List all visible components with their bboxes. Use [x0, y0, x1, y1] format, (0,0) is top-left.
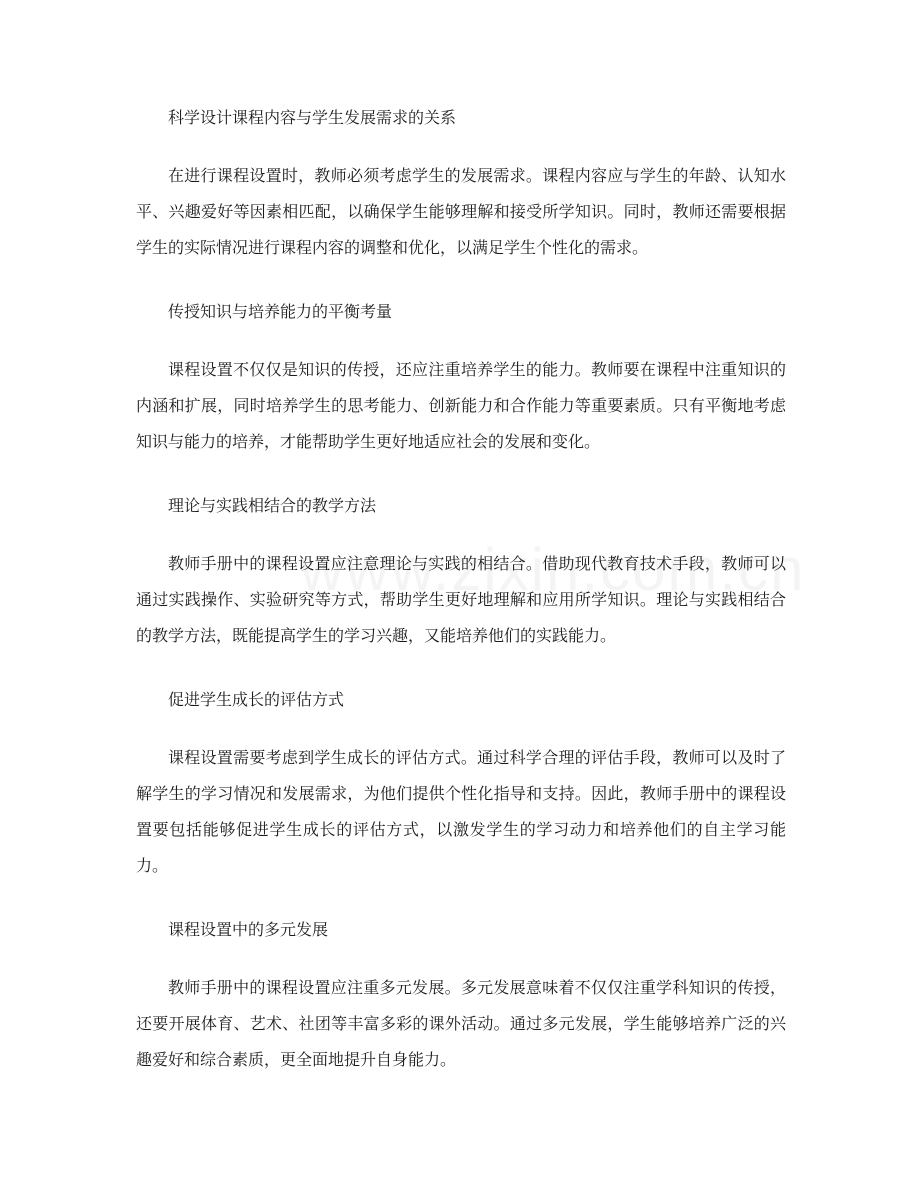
section-paragraph: 课程设置不仅仅是知识的传授，还应注重培养学生的能力。教师要在课程中注重知识的内涵和扩展，同时培养学生的思考能力、创新能力和合作能力等重要素质。只有平衡地考虑知识与能力的培养，才能帮助学生更好地适应社会的发展和变化。 [136, 360, 786, 451]
section-heading: 课程设置中的多元发展 [168, 920, 329, 939]
section-heading: 理论与实践相结合的教学方法 [168, 496, 377, 515]
section-5 [136, 912, 786, 1078]
section-paragraph: 在进行课程设置时，教师必须考虑学生的发展需求。课程内容应与学生的年龄、认知水平、兴趣爱好等因素相匹配，以确保学生能够理解和接受所学知识。同时，教师还需要根据学生的实际情况进行课程内容的调整和优化，以满足学生个性化的需求。 [136, 166, 786, 257]
section-paragraph: 教师手册中的课程设置应注重多元发展。多元发展意味着不仅仅注重学科知识的传授，还要开展体育、艺术、社团等丰富多彩的课外活动。通过多元发展，学生能够培养广泛的兴趣爱好和综合素质，更全面地提升自身能力。 [136, 978, 786, 1069]
section-paragraph: 课程设置需要考虑到学生成长的评估方式。通过科学合理的评估手段，教师可以及时了解学生的学习情况和发展需求，为他们提供个性化指导和支持。因此，教师手册中的课程设置要包括能够促进学生成长的评估方式，以激发学生的学习动力和培养他们的自主学习能力。 [136, 748, 786, 875]
section-heading: 促进学生成长的评估方式 [168, 690, 345, 709]
document-body [136, 100, 786, 1078]
section-3 [136, 488, 786, 682]
section-4 [136, 682, 786, 912]
section-paragraph: 教师手册中的课程设置应注意理论与实践的相结合。借助现代教育技术手段，教师可以通过实践操作、实验研究等方式，帮助学生更好地理解和应用所学知识。理论与实践相结合的教学方法，既能提高学生的学习兴趣，又能培养他们的实践能力。 [136, 554, 786, 645]
section-2 [136, 294, 786, 488]
section-1 [136, 100, 786, 294]
section-heading: 科学设计课程内容与学生发展需求的关系 [168, 108, 457, 127]
section-heading: 传授知识与培养能力的平衡考量 [168, 302, 393, 321]
